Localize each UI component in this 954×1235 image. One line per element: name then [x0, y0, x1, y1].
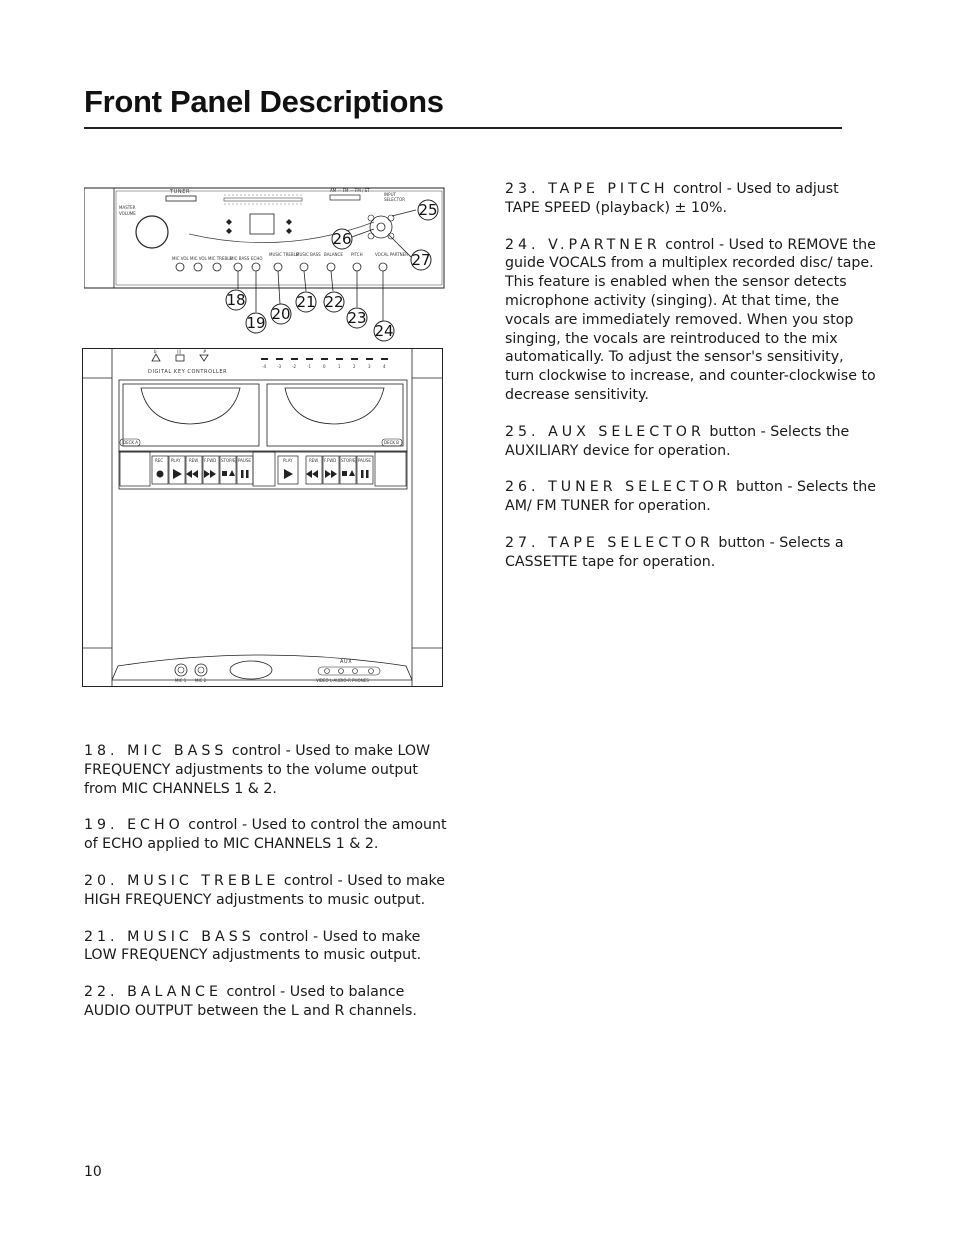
master-volume-label-2: VOLUME [119, 211, 136, 216]
description-heading: 24. V.PARTNER [505, 236, 661, 253]
description-item [84, 983, 454, 1021]
callout-26: 26 [332, 230, 352, 248]
description-item [505, 423, 877, 461]
deck-button-label: REW [309, 458, 319, 463]
deck-button-label: F.FWD [204, 458, 217, 463]
key-scale-value: 4 [383, 364, 386, 369]
description-heading: 25. AUX SELECTOR [505, 423, 705, 440]
pause-icon [361, 470, 364, 478]
deck-a-label: DECK A [123, 440, 139, 445]
aux-jacks-label: VIDEO L-AUDIO-R PHONES [316, 678, 369, 683]
descriptions-left-column [84, 742, 454, 1039]
stop-icon [342, 471, 347, 476]
deck-button-label: REW [189, 458, 199, 463]
mic-2-label: MIC 2 [195, 678, 207, 683]
page-number: 10 [84, 1164, 102, 1180]
deck-button-label: STOP/EJ [221, 458, 237, 463]
page-title: Front Panel Descriptions [84, 84, 444, 119]
control-panel-diagram [84, 186, 454, 346]
callout-22: 22 [324, 293, 344, 311]
knob-label: MIC BASS [230, 256, 250, 261]
key-scale-value: -4 [262, 364, 266, 369]
key-natural-symbol: ||| [177, 349, 182, 354]
description-body: button - Selects a CASSETTE tape for operation. [505, 534, 844, 570]
knob-label: MUSIC TREBLE [269, 252, 299, 257]
description-heading: 23. TAPE PITCH [505, 181, 669, 197]
callout-18: 18 [226, 291, 246, 309]
key-scale-value: 1 [338, 364, 341, 369]
knob-label: VOCAL PARTNER [375, 252, 408, 257]
deck-button-label: PAUSE [358, 458, 371, 463]
pause-icon [241, 470, 244, 478]
description-body: control - Used to make LOW FREQUENCY adjustments to the volume output from MIC CHANNELS 1 & 2. [84, 743, 431, 797]
input-selector-label: INPUT [384, 192, 396, 197]
description-body: control - Used to balance AUDIO OUTPUT between the L and R channels. [84, 984, 417, 1019]
cassette-deck-diagram [82, 348, 444, 688]
description-heading: 20. MUSIC TREBLE [84, 872, 280, 889]
title-divider [84, 127, 842, 129]
input-selector-label-2: SELECTOR [384, 197, 405, 202]
descriptions-right-column [505, 180, 877, 590]
knob-label: MUSIC BASS [296, 252, 321, 257]
description-item [505, 534, 877, 572]
knob-label: MIC VOL [172, 256, 189, 261]
deck-b-label: DECK B [384, 440, 400, 445]
tuner-label: TUNER [170, 189, 191, 195]
band-label: AM — FM — FM / ST [330, 188, 370, 193]
description-heading: 21. MUSIC BASS [84, 928, 255, 945]
aux-label: AUX [340, 659, 353, 665]
key-scale-value: 0 [323, 364, 326, 369]
callout-25: 25 [418, 201, 438, 219]
master-volume-label: MASTER [119, 205, 136, 210]
description-heading: 27. TAPE SELECTOR [505, 534, 714, 551]
description-item [84, 928, 454, 966]
description-body: control - Used to control the amount of ECHO applied to MIC CHANNELS 1 & 2. [84, 817, 447, 853]
description-item [84, 816, 454, 854]
description-item [505, 236, 877, 405]
knob-label: PITCH [351, 252, 363, 257]
key-scale-value: 3 [368, 364, 371, 369]
callout-27: 27 [411, 251, 431, 269]
deck-button-label: PLAY [283, 458, 293, 463]
key-scale-value: -1 [307, 364, 311, 369]
stop-icon [222, 471, 227, 476]
description-body: control - Used to REMOVE the guide VOCALS from a multiplex recorded disc/ tape. This feature is enabled when the sensor detects microphone activity (singing). At that time, the vocals are immediately removed. When you stop singing, the vocals are reintroduced to the mix automatically. To adjust the sensor's sensitivity, turn clockwise to increase, and counter-clockwise to decrease sensitivity. [505, 236, 876, 403]
description-body: control - Used to make LOW FREQUENCY adjustments to music output. [84, 928, 422, 964]
key-flat-symbol: b [154, 349, 157, 354]
description-body: button - Selects the AM/ FM TUNER for operation. [505, 479, 876, 515]
deck-button-label: PAUSE [238, 458, 251, 463]
callout-24: 24 [374, 322, 394, 340]
record-icon [157, 471, 164, 478]
deck-button-label: STOP/EJ [341, 458, 357, 463]
master-volume-knob [136, 216, 168, 248]
description-body: button - Selects the AUXILIARY device for operation. [505, 423, 850, 459]
description-body: control - Used to make HIGH FREQUENCY adjustments to music output. [84, 872, 445, 908]
knob-label: MIC TREBLE [208, 256, 232, 261]
callout-20: 20 [271, 305, 291, 323]
deck-button-label: F.FWD [324, 458, 337, 463]
key-scale-value: -2 [292, 364, 296, 369]
key-scale-value: 2 [353, 364, 356, 369]
description-item [84, 872, 454, 910]
key-sharp-symbol: # [203, 349, 207, 354]
knob-label: BALANCE [324, 252, 343, 257]
description-heading: 26. TUNER SELECTOR [505, 479, 732, 496]
callout-19: 19 [246, 314, 266, 332]
description-body: control - Used to adjust TAPE SPEED (playback) ± 10%. [505, 181, 839, 216]
description-heading: 18. MIC BASS [84, 743, 228, 759]
description-item [505, 180, 877, 218]
callout-23: 23 [347, 309, 367, 327]
knob-label: ECHO [251, 256, 263, 261]
knob-label: MIC VOL [190, 256, 207, 261]
mic-1-label: MIC 1 [175, 678, 187, 683]
description-heading: 19. ECHO [84, 817, 184, 834]
deck-button-label: PLAY [171, 458, 181, 463]
description-item [84, 742, 454, 798]
key-controller-label: DIGITAL KEY CONTROLLER [148, 369, 228, 375]
key-scale-value: -3 [277, 364, 281, 369]
callout-21: 21 [296, 293, 316, 311]
description-item [505, 478, 877, 516]
description-heading: 22. BALANCE [84, 984, 222, 1001]
deck-button-label: REC [155, 458, 164, 463]
